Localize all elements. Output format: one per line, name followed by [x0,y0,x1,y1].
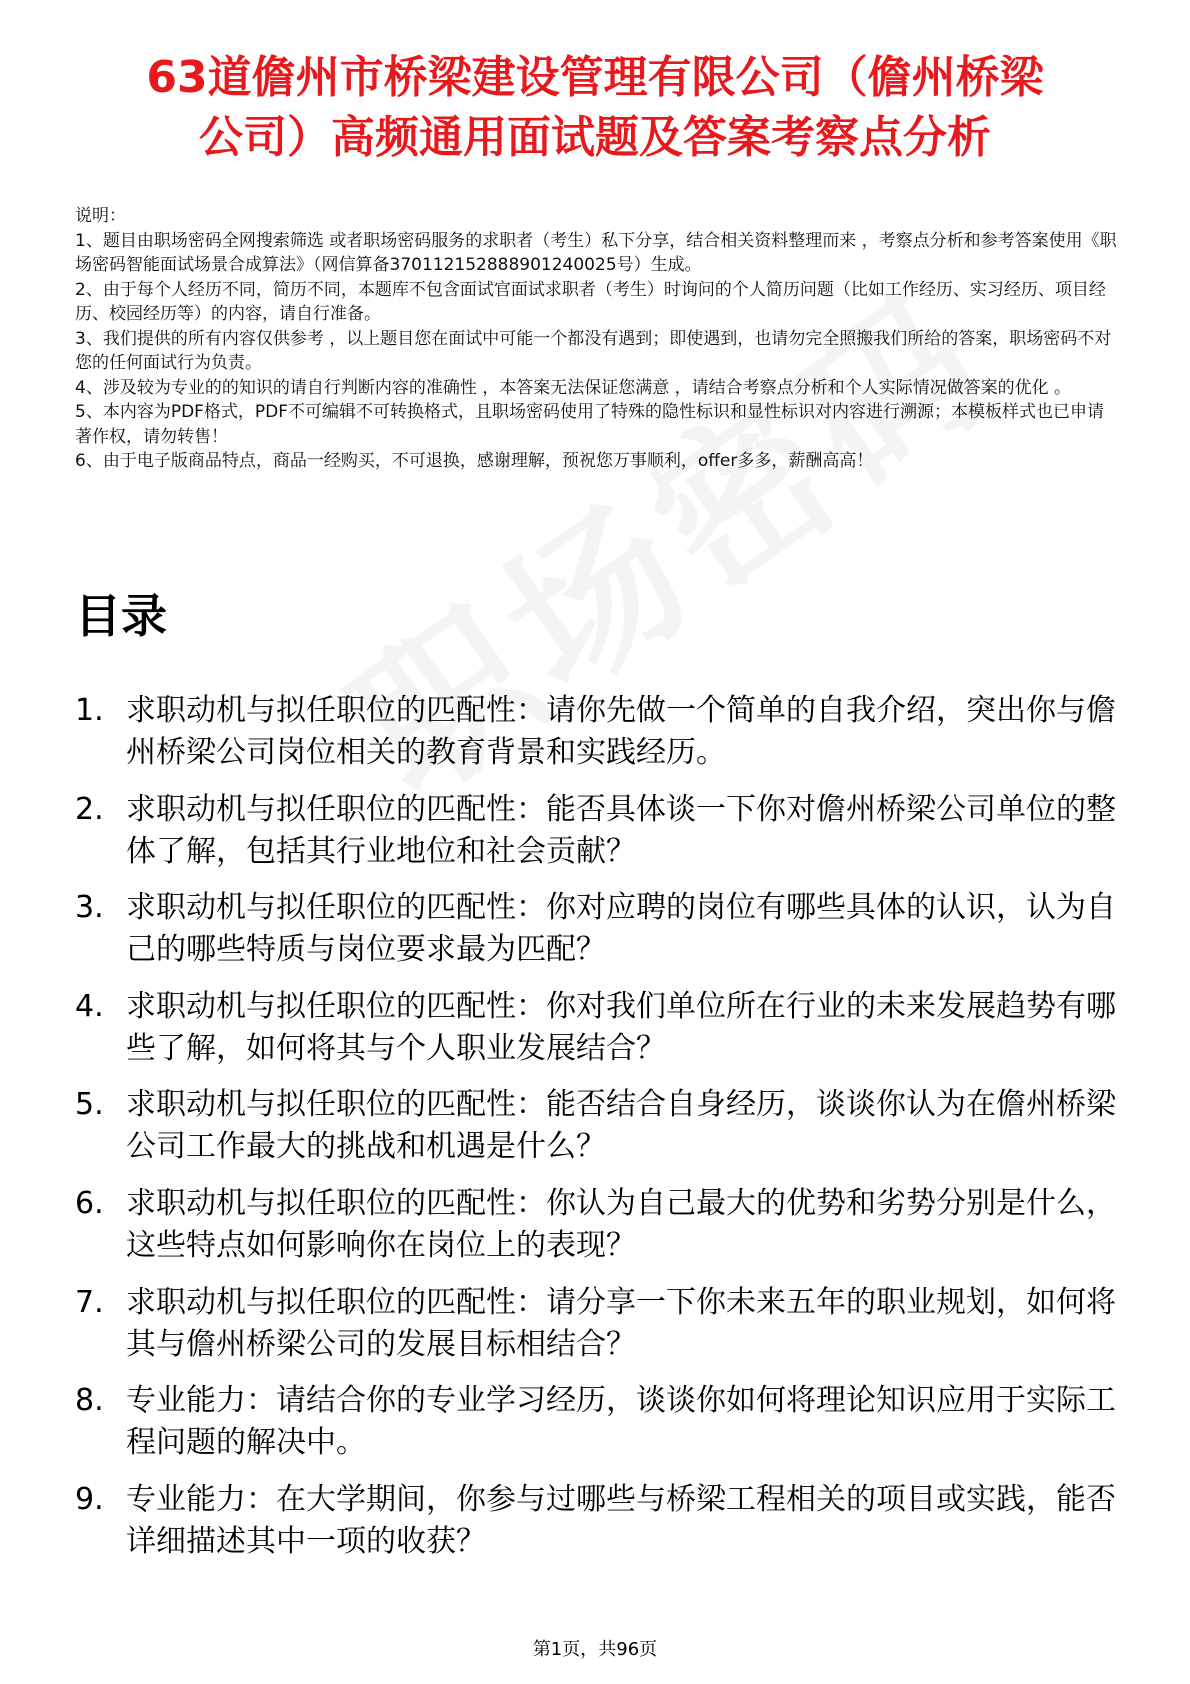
toc-item[interactable] [75,1479,1120,1563]
toc-item-number: 7. [75,1284,104,1320]
note-item-3: 3、我们提供的所有内容仅供参考 ，以上题目您在面试中可能一个都没有遇到；即使遇到，也请勿完全照搬我们所给的答案，职场密码不对您的任何面试行为负责。 [75,328,1112,373]
title-line-1: 63道儋州市桥梁建设管理有限公司（儋州桥梁 [146,52,1044,103]
toc-item-text: 求职动机与拟任职位的匹配性：你认为自己最大的优势和劣势分别是什么，这些特点如何影响你在岗位上的表现？ [126,1185,1116,1263]
toc-item-number: 6. [75,1185,104,1221]
toc-item-text: 求职动机与拟任职位的匹配性：能否结合自身经历，谈谈你认为在儋州桥梁公司工作最大的挑战和机遇是什么？ [126,1087,1116,1165]
note-item-4: 4、涉及较为专业的的知识的请自行判断内容的准确性 ，本答案无法保证您满意 ，请结合考察点分析和个人实际情况做答案的优化 。 [75,377,1072,398]
toc-item-number: 8. [75,1383,104,1419]
document-title [60,48,1130,168]
toc-item[interactable] [75,1183,1120,1267]
toc-item[interactable] [75,690,1120,774]
toc-item-text: 求职动机与拟任职位的匹配性：你对我们单位所在行业的未来发展趋势有哪些了解，如何将其与个人职业发展结合？ [126,988,1116,1066]
toc-item[interactable] [75,1380,1120,1464]
toc-item-number: 5. [75,1087,104,1123]
toc-item[interactable] [75,887,1120,971]
toc-item-text: 专业能力：请结合你的专业学习经历，谈谈你如何将理论知识应用于实际工程问题的解决中。 [126,1383,1116,1461]
toc-item[interactable] [75,1084,1120,1168]
toc-item-text: 求职动机与拟任职位的匹配性：请分享一下你未来五年的职业规划，如何将其与儋州桥梁公司的发展目标相结合？ [126,1284,1116,1362]
toc-item[interactable] [75,1282,1120,1366]
note-item-2: 2、由于每个人经历不同，简历不同，本题库不包含面试官面试求职者（考生）时询问的个人简历问题（比如工作经历、实习经历、项目经历、校园经历等）的内容，请自行准备。 [75,279,1106,324]
toc-item-text: 求职动机与拟任职位的匹配性：请你先做一个简单的自我介绍，突出你与儋州桥梁公司岗位相关的教育背景和实践经历。 [126,693,1116,770]
notes-heading: 说明： [75,206,126,226]
toc-heading: 目录 [75,589,167,643]
notes-section [75,204,1117,474]
toc-item-text: 专业能力：在大学期间，你参与过哪些与桥梁工程相关的项目或实践，能否详细描述其中一项的收获？ [126,1481,1116,1559]
toc-item-number: 4. [75,988,104,1024]
toc-item[interactable] [75,986,1120,1070]
note-item-5: 5、本内容为PDF格式，PDF不可编辑不可转换格式，且职场密码使用了特殊的隐性标识和显性标识对内容进行溯源；本模板样式也已申请著作权，请勿转售！ [75,402,1105,447]
toc-item-text: 求职动机与拟任职位的匹配性：能否具体谈一下你对儋州桥梁公司单位的整体了解，包括其行业地位和社会贡献？ [126,791,1116,869]
note-item-1: 1、题目由职场密码全网搜索筛选 或者职场密码服务的求职者（考生）私下分享，结合相关资料整理而来 ，考察点分析和参考答案使用《职场密码智能面试场景合成算法》（网信算备370112152888901240025号）生成。 [75,230,1117,275]
toc-item-number: 1. [75,693,104,728]
toc-item-number: 9. [75,1481,104,1517]
toc-item-text: 求职动机与拟任职位的匹配性：你对应聘的岗位有哪些具体的认识，认为自己的哪些特质与岗位要求最为匹配？ [126,890,1116,968]
toc-item[interactable] [75,789,1120,873]
page-footer: 第1页，共96页 [532,1639,658,1660]
note-item-6: 6、由于电子版商品特点，商品一经购买，不可退换，感谢理解，预祝您万事顺利，offer多多，薪酬高高！ [75,451,874,471]
toc-item-number: 2. [75,791,104,827]
title-line-2: 公司）高频通用面试题及答案考察点分析 [199,112,991,163]
toc-item-number: 3. [75,890,104,926]
toc-list [75,690,1120,1577]
